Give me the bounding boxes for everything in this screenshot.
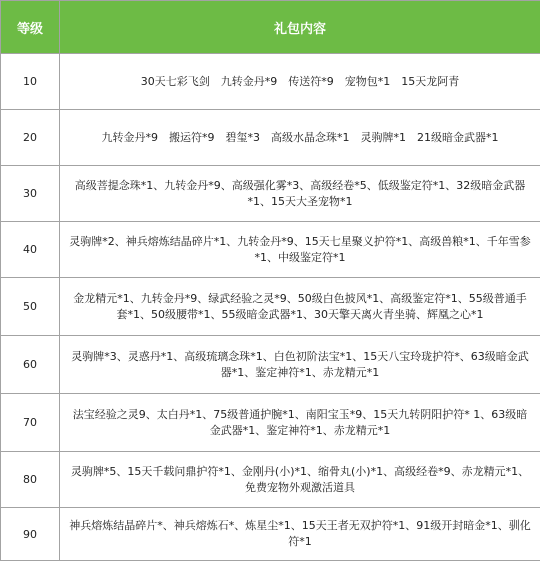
content-cell: 法宝经验之灵9、太白丹*1、75级普通护腕*1、南阳宝玉*9、15天九转阴阳护符* 1、63级暗金武器*1、鉴定神符*1、赤龙精元*1	[60, 394, 540, 452]
content-cell: 灵驹牌*3、灵惑丹*1、高级琉璃念珠*1、白色初阶法宝*1、15天八宝玲珑护符*、63级暗金武器*1、鉴定神符*1、赤龙精元*1	[60, 336, 540, 394]
table-row	[1, 110, 540, 166]
table-row	[1, 54, 540, 110]
content-cell: 灵驹牌*5、15天千载问鼎护符*1、金刚丹(小)*1、缩骨丸(小)*1、高级经卷*9、赤龙精元*1、免费宠物外观激活道具	[60, 452, 540, 508]
table-header	[1, 1, 540, 54]
table-row	[1, 222, 540, 278]
content-cell: 神兵熔炼结晶碎片*、神兵熔炼石*、炼星尘*1、15天王者无双护符*1、91级开封暗金*1、驯化符*1	[60, 508, 540, 561]
content-cell: 30天七彩飞剑 九转金丹*9 传送符*9 宠物包*1 15天龙阿青	[60, 54, 540, 110]
level-cell: 50	[1, 278, 60, 336]
level-cell: 80	[1, 452, 60, 508]
content-cell: 高级菩提念珠*1、九转金丹*9、高级强化雾*3、高级经卷*5、低级鉴定符*1、32级暗金武器*1、15天大圣宠物*1	[60, 166, 540, 222]
header-level: 等级	[1, 1, 60, 54]
table-body	[1, 54, 540, 561]
table-row	[1, 508, 540, 561]
table-row	[1, 452, 540, 508]
level-cell: 90	[1, 508, 60, 561]
content-cell: 金龙精元*1、九转金丹*9、绿武经验之灵*9、50级白色披风*1、高级鉴定符*1、55级普通手套*1、50级腰带*1、55级暗金武器*1、30天擎天离火青坐骑、辉凰之心*1	[60, 278, 540, 336]
level-cell: 70	[1, 394, 60, 452]
level-cell: 40	[1, 222, 60, 278]
level-cell: 10	[1, 54, 60, 110]
level-cell: 30	[1, 166, 60, 222]
table-row	[1, 278, 540, 336]
header-row	[1, 1, 540, 54]
content-cell: 九转金丹*9 搬运符*9 碧玺*3 高级水晶念珠*1 灵驹牌*1 21级暗金武器*1	[60, 110, 540, 166]
table-row	[1, 394, 540, 452]
table-row	[1, 336, 540, 394]
content-cell: 灵驹牌*2、神兵熔炼结晶碎片*1、九转金丹*9、15天七星聚义护符*1、高级兽粮*1、千年雪参*1、中级鉴定符*1	[60, 222, 540, 278]
level-cell: 60	[1, 336, 60, 394]
header-content: 礼包内容	[60, 1, 540, 54]
table-row	[1, 166, 540, 222]
level-cell: 20	[1, 110, 60, 166]
